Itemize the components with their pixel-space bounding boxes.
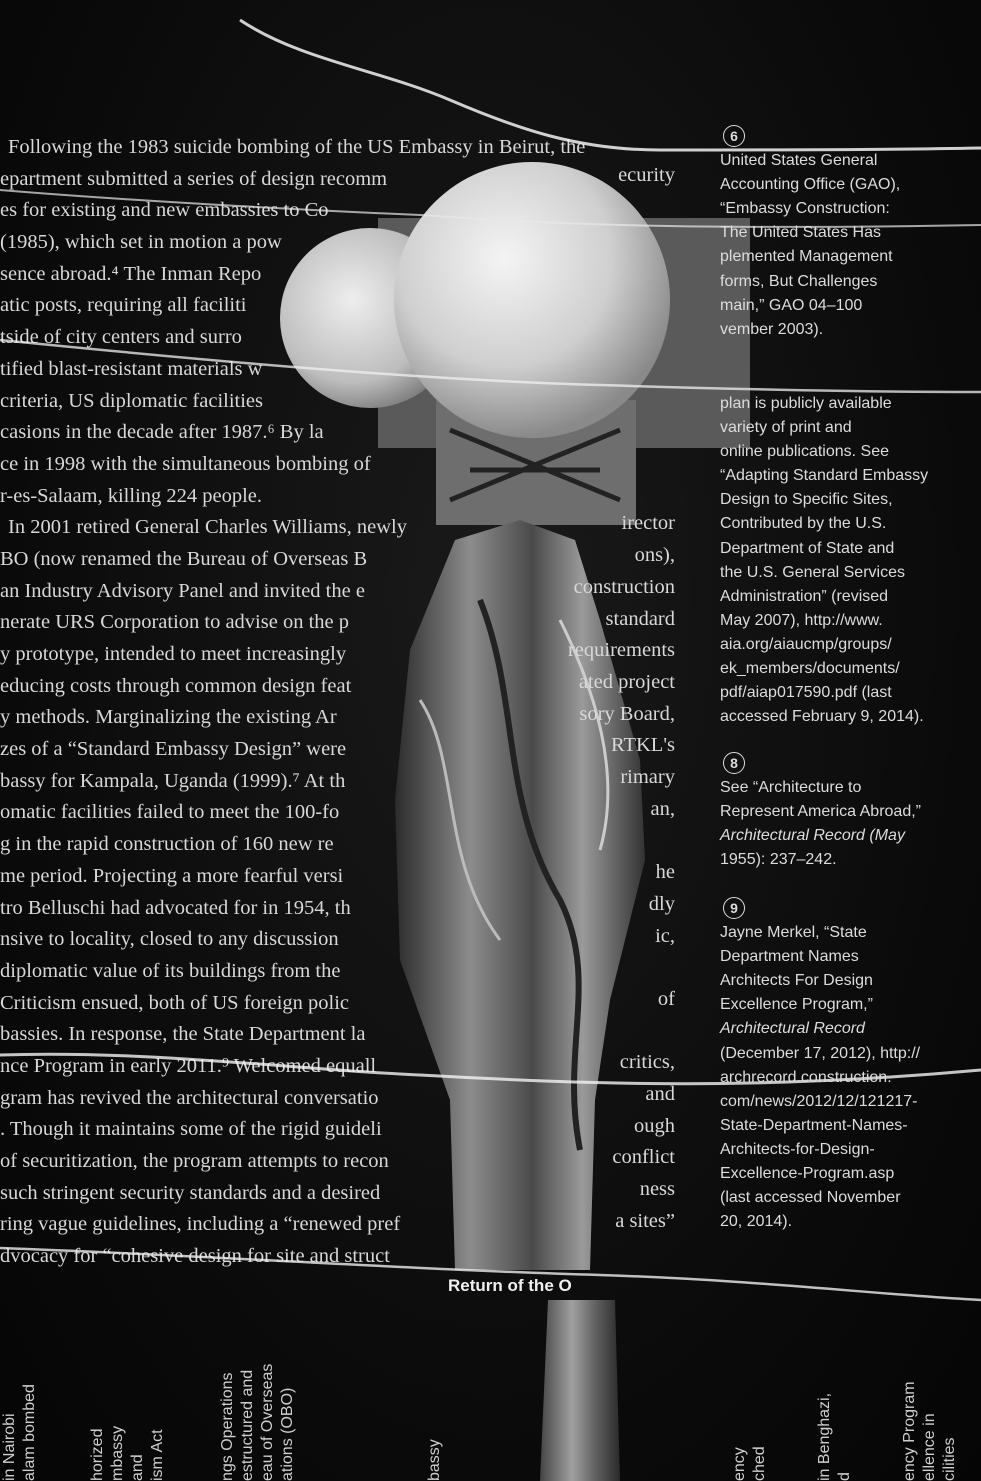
body-line: tified blast-resistant materials w [0, 357, 263, 380]
timeline-line: ency Program [901, 1381, 918, 1481]
timeline-line: ency [731, 1447, 748, 1481]
body-line: criteria, US diplomatic facilities [0, 389, 263, 412]
timeline-column [730, 1301, 790, 1481]
footnote-line: 20, 2014). [720, 1213, 793, 1231]
body-fragment: a sites” [615, 1209, 675, 1232]
timeline-column [900, 1301, 960, 1481]
timeline-line: ngs Operations [219, 1372, 236, 1481]
timeline-line: eau of Overseas [259, 1363, 276, 1481]
timeline-line: ellence in [921, 1413, 938, 1481]
body-fragment: he [655, 861, 675, 884]
footnote-number: 6 [723, 125, 745, 147]
footnote-line: ek_members/documents/ [720, 660, 900, 678]
body-line: In 2001 retired General Charles Williams, newly [8, 516, 407, 539]
timeline-line: bassy [426, 1439, 443, 1481]
timeline-column [88, 1301, 166, 1481]
timeline-column [0, 1301, 60, 1481]
body-line: bassy for Kampala, Uganda (1999).⁷ At th [0, 769, 346, 792]
body-line: es for existing and new embassies to Co [0, 199, 329, 222]
body-line: (1985), which set in motion a pow [0, 231, 282, 254]
body-fragment: requirements [567, 639, 675, 662]
footnote-line: “Adapting Standard Embassy [720, 467, 929, 485]
body-line: of securitization, the program attempts to recon [0, 1150, 389, 1172]
footnote-line: the U.S. General Services [720, 563, 905, 581]
footnote-line: Department Names [720, 948, 859, 966]
body-line: tside of city centers and surro [0, 326, 242, 349]
footnote-line: United States General [720, 152, 878, 170]
timeline-line: alam bombed [21, 1384, 38, 1481]
footnote-line: Architectural Record [720, 1020, 865, 1038]
body-fragment: ated project [578, 670, 675, 693]
body-line: atic posts, requiring all faciliti [0, 294, 247, 317]
footnote-line: Administration” (revised [720, 587, 889, 605]
body-line: y prototype, intended to meet increasingly [0, 643, 347, 665]
body-line: me period. Projecting a more fearful versi [0, 864, 344, 887]
footnote-line: Architects-for-Design- [720, 1140, 875, 1158]
footnote-number: 9 [723, 897, 745, 919]
footnote-line: online publications. See [720, 443, 890, 461]
body-line: zes of a “Standard Embassy Design” were [0, 738, 347, 761]
body-line: nsive to locality, closed to any discussion [0, 928, 339, 951]
body-fragment: ons), [634, 544, 675, 567]
timeline-line: cilities [941, 1437, 958, 1481]
body-fragment: critics, [619, 1051, 675, 1074]
body-line: bassies. In response, the State Department la [0, 1023, 366, 1046]
body-fragment: irector [621, 512, 675, 535]
footnote-line: Represent America Abroad,” [720, 803, 921, 821]
footnote-line: Design to Specific Sites, [720, 491, 893, 509]
timeline-line: d [836, 1472, 853, 1481]
timeline-column [218, 1301, 296, 1481]
body-line: epartment submitted a series of design recomm [0, 167, 388, 190]
body-line: r-es-Salaam, killing 224 people. [0, 484, 263, 507]
footnote-line: “Embassy Construction: [720, 200, 890, 218]
timeline-line: ched [751, 1446, 768, 1481]
body-fragment: ough [634, 1114, 675, 1137]
footnote-line: com/news/2012/12/121217- [720, 1092, 918, 1110]
footnote [720, 392, 960, 729]
timeline-line: in Benghazi, [816, 1392, 833, 1481]
timeline-column [815, 1301, 875, 1481]
body-line: BO (now renamed the Bureau of Overseas B [0, 547, 368, 570]
body-fragment: dly [648, 892, 675, 915]
body-fragment: and [645, 1083, 675, 1105]
stone-pillar [395, 520, 645, 1270]
body-line: tro Belluschi had advocated for in 1954, th [0, 896, 351, 919]
footnote-line: (December 17, 2012), http:// [720, 1044, 921, 1062]
body-line: nerate URS Corporation to advise on the p [0, 611, 350, 634]
footnote-line: Department of State and [720, 539, 895, 557]
timeline-line: in Nairobi [1, 1413, 18, 1481]
body-line: ce in 1998 with the simultaneous bombing of [0, 452, 371, 475]
timeline-line: mbassy [109, 1425, 126, 1481]
large-sphere [394, 162, 670, 438]
body-fragment: construction [573, 575, 675, 598]
footnote-line: State-Department-Names- [720, 1116, 908, 1134]
footnote-line: Accounting Office (GAO), [720, 176, 901, 194]
timeline-line: ism Act [149, 1429, 166, 1481]
footnote-line: May 2007), http://www. [720, 611, 883, 629]
footnote-line: See “Architecture to [720, 779, 862, 797]
body-line: diplomatic value of its buildings from the [0, 959, 341, 982]
footnote-line: archrecord.construction. [720, 1068, 892, 1086]
footnote-line: (last accessed November [720, 1189, 901, 1207]
footnote-line: main,” GAO 04–100 [720, 296, 863, 314]
footnote-line: aia.org/aiaucmp/groups/ [720, 635, 892, 653]
body-fragment: sory Board, [579, 702, 675, 725]
body-line: dvocacy for “cohesive design for site and struct [0, 1245, 390, 1268]
footnote [720, 897, 960, 1234]
footnote [720, 752, 960, 872]
body-line: . Though it maintains some of the rigid guideli [0, 1118, 382, 1141]
footnote-line: Excellence-Program.asp [720, 1165, 895, 1183]
footnote-line: vember 2003). [720, 320, 824, 338]
body-line: g in the rapid construction of 160 new re [0, 833, 334, 856]
body-fragment: standard [605, 607, 675, 630]
footnote-line: plan is publicly available [720, 395, 892, 412]
footnote-number: 8 [723, 752, 745, 774]
timeline-column [425, 1301, 485, 1481]
timeline-line: estructured and [239, 1369, 256, 1481]
footnote [720, 125, 960, 342]
timeline-line: ations (OBO) [279, 1387, 296, 1481]
body-fragment: rimary [620, 766, 675, 788]
body-fragment: ness [639, 1178, 675, 1201]
footnote-line: plemented Management [720, 248, 893, 266]
body-line: y methods. Marginalizing the existing Ar [0, 706, 337, 729]
body-line: omatic facilities failed to meet the 100-fo [0, 801, 340, 824]
timeline-strip [0, 1300, 981, 1481]
body-line: such stringent security standards and a desired [0, 1181, 381, 1204]
footnote-line: pdf/aiap017590.pdf (last [720, 684, 892, 702]
body-fragment: ecurity [618, 163, 675, 186]
footnote-line: variety of print and [720, 419, 852, 437]
timeline-line: and [129, 1454, 146, 1481]
body-fragment: an, [650, 797, 675, 820]
footnote-line: Excellence Program,” [720, 996, 873, 1014]
footnote-line: Jayne Merkel, “State [720, 924, 867, 942]
body-line: ring vague guidelines, including a “renewed pref [0, 1213, 401, 1236]
footnote-line: Contributed by the U.S. [720, 515, 887, 533]
running-footer: Return of the O [448, 1276, 572, 1295]
body-line: sence abroad.⁴ The Inman Repo [0, 262, 262, 285]
footnote-line: Architects For Design [720, 972, 873, 990]
body-line: educing costs through common design feat [0, 674, 352, 697]
body-line: casions in the decade after 1987.⁶ By la [0, 421, 324, 444]
footnote-line: forms, But Challenges [720, 272, 878, 290]
body-fragment: of [657, 987, 675, 1010]
body-line: Following the 1983 suicide bombing of the US Embassy in Beirut, the [8, 136, 586, 158]
body-line: nce Program in early 2011.⁹ Welcomed equall [0, 1054, 377, 1077]
body-line: gram has revived the architectural conversatio [0, 1086, 379, 1109]
body-fragment: conflict [612, 1146, 675, 1169]
body-line: Criticism ensued, both of US foreign polic [0, 991, 350, 1014]
timeline-line: horized [89, 1428, 106, 1481]
body-fragment: ic, [655, 924, 675, 947]
footnote-line: Architectural Record (May [720, 827, 905, 845]
body-fragment: RTKL's [611, 734, 675, 757]
footnote-line: accessed February 9, 2014). [720, 708, 924, 726]
body-line: an Industry Advisory Panel and invited the e [0, 579, 365, 602]
footnote-line: The United States Has [720, 224, 881, 242]
footnote-line: 1955): 237–242. [720, 851, 837, 869]
